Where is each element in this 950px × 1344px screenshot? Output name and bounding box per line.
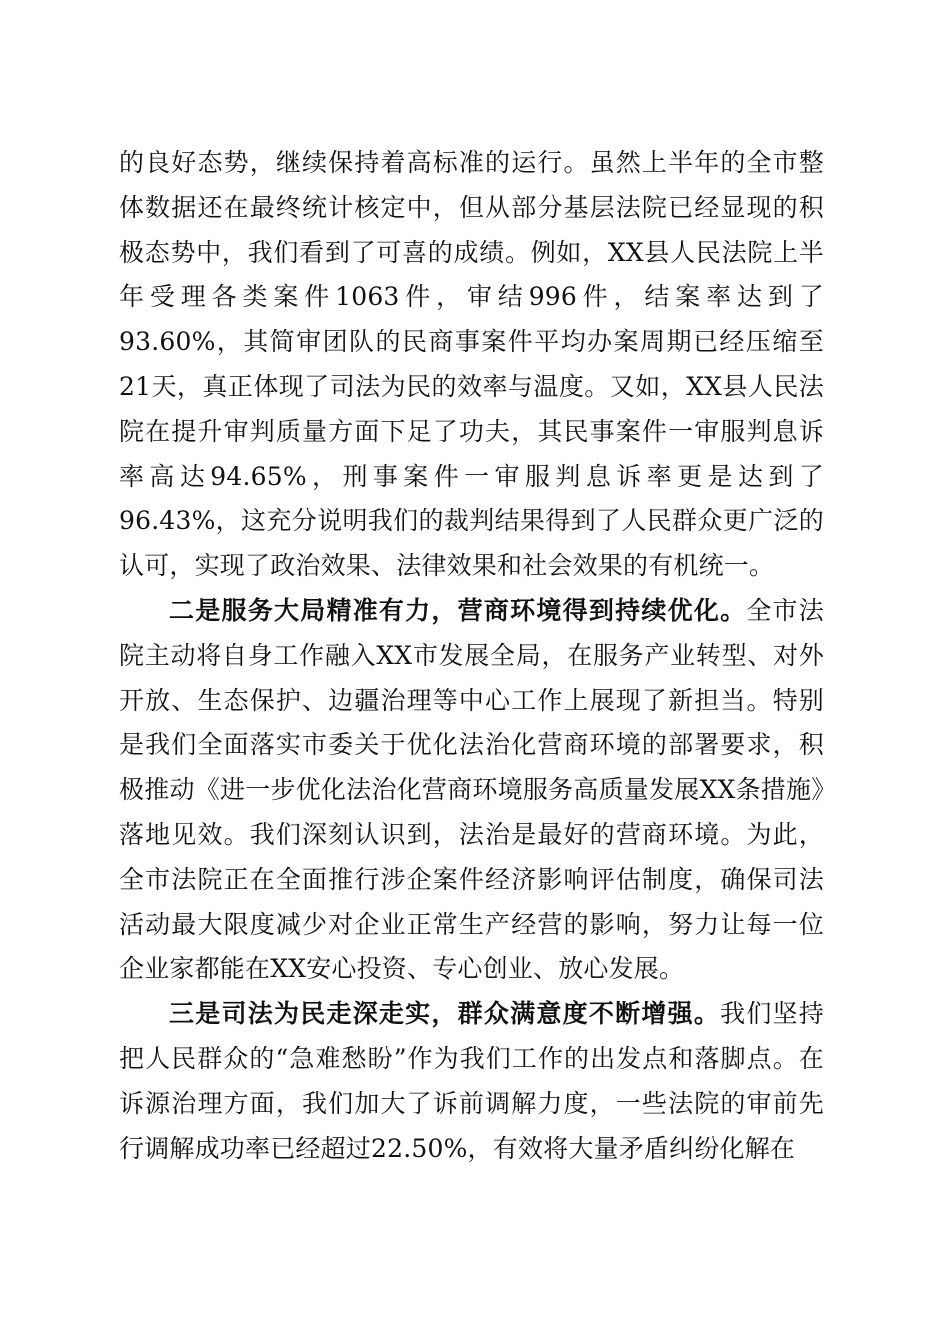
paragraph-2-lead: 二是服务大局精准有力，营商环境得到持续优化。 bbox=[169, 595, 747, 625]
paragraph-3-body: 我们坚持把人民群众的“急难愁盼”作为我们工作的出发点和落脚点。在诉源治理方面，我们加大了诉前调解力度，一些法院的审前先行调解成功率已经超过22.50%，有效将大量矛盾纠纷化解在 bbox=[119, 999, 825, 1163]
document-body bbox=[119, 141, 824, 1171]
paragraph-2 bbox=[119, 589, 824, 992]
paragraph-3 bbox=[119, 992, 824, 1171]
paragraph-3-lead: 三是司法为民走深走实，群众满意度不断增强。 bbox=[169, 999, 721, 1029]
paragraph-2-body: 全市法院主动将自身工作融入XX市发展全局，在服务产业转型、对外开放、生态保护、边疆治理等中心工作上展现了新担当。特别是我们全面落实市委关于优化法治化营商环境的部署要求，积极推动《进一步优化法治化营商环境服务高质量发展XX条措施》落地见效。我们深刻认识到，法治是最好的营商环境。为此，全市法院正在全面推行涉企案件经济影响评估制度，确保司法活动最大限度减少对企业正常生产经营的影响，努力让每一位企业家都能在XX安心投资、专心创业、放心发展。 bbox=[119, 595, 824, 984]
paragraph-1-body: 的良好态势，继续保持着高标准的运行。虽然上半年的全市整体数据还在最终统计核定中，但从部分基层法院已经显现的积极态势中，我们看到了可喜的成绩。例如，XX县人民法院上半年受理各类案件1063件，审结996件，结案率达到了93.60%，其简审团队的民商事案件平均办案周期已经压缩至21天，真正体现了司法为民的效率与温度。又如，XX县人民法院在提升审判质量方面下足了功夫，其民事案件一审服判息诉率高达94.65%，刑事案件一审服判息诉率更是达到了96.43%，这充分说明我们的裁判结果得到了人民群众更广泛的认可，实现了政治效果、法律效果和社会效果的有机统一。 bbox=[119, 148, 824, 581]
paragraph-1 bbox=[119, 141, 824, 589]
